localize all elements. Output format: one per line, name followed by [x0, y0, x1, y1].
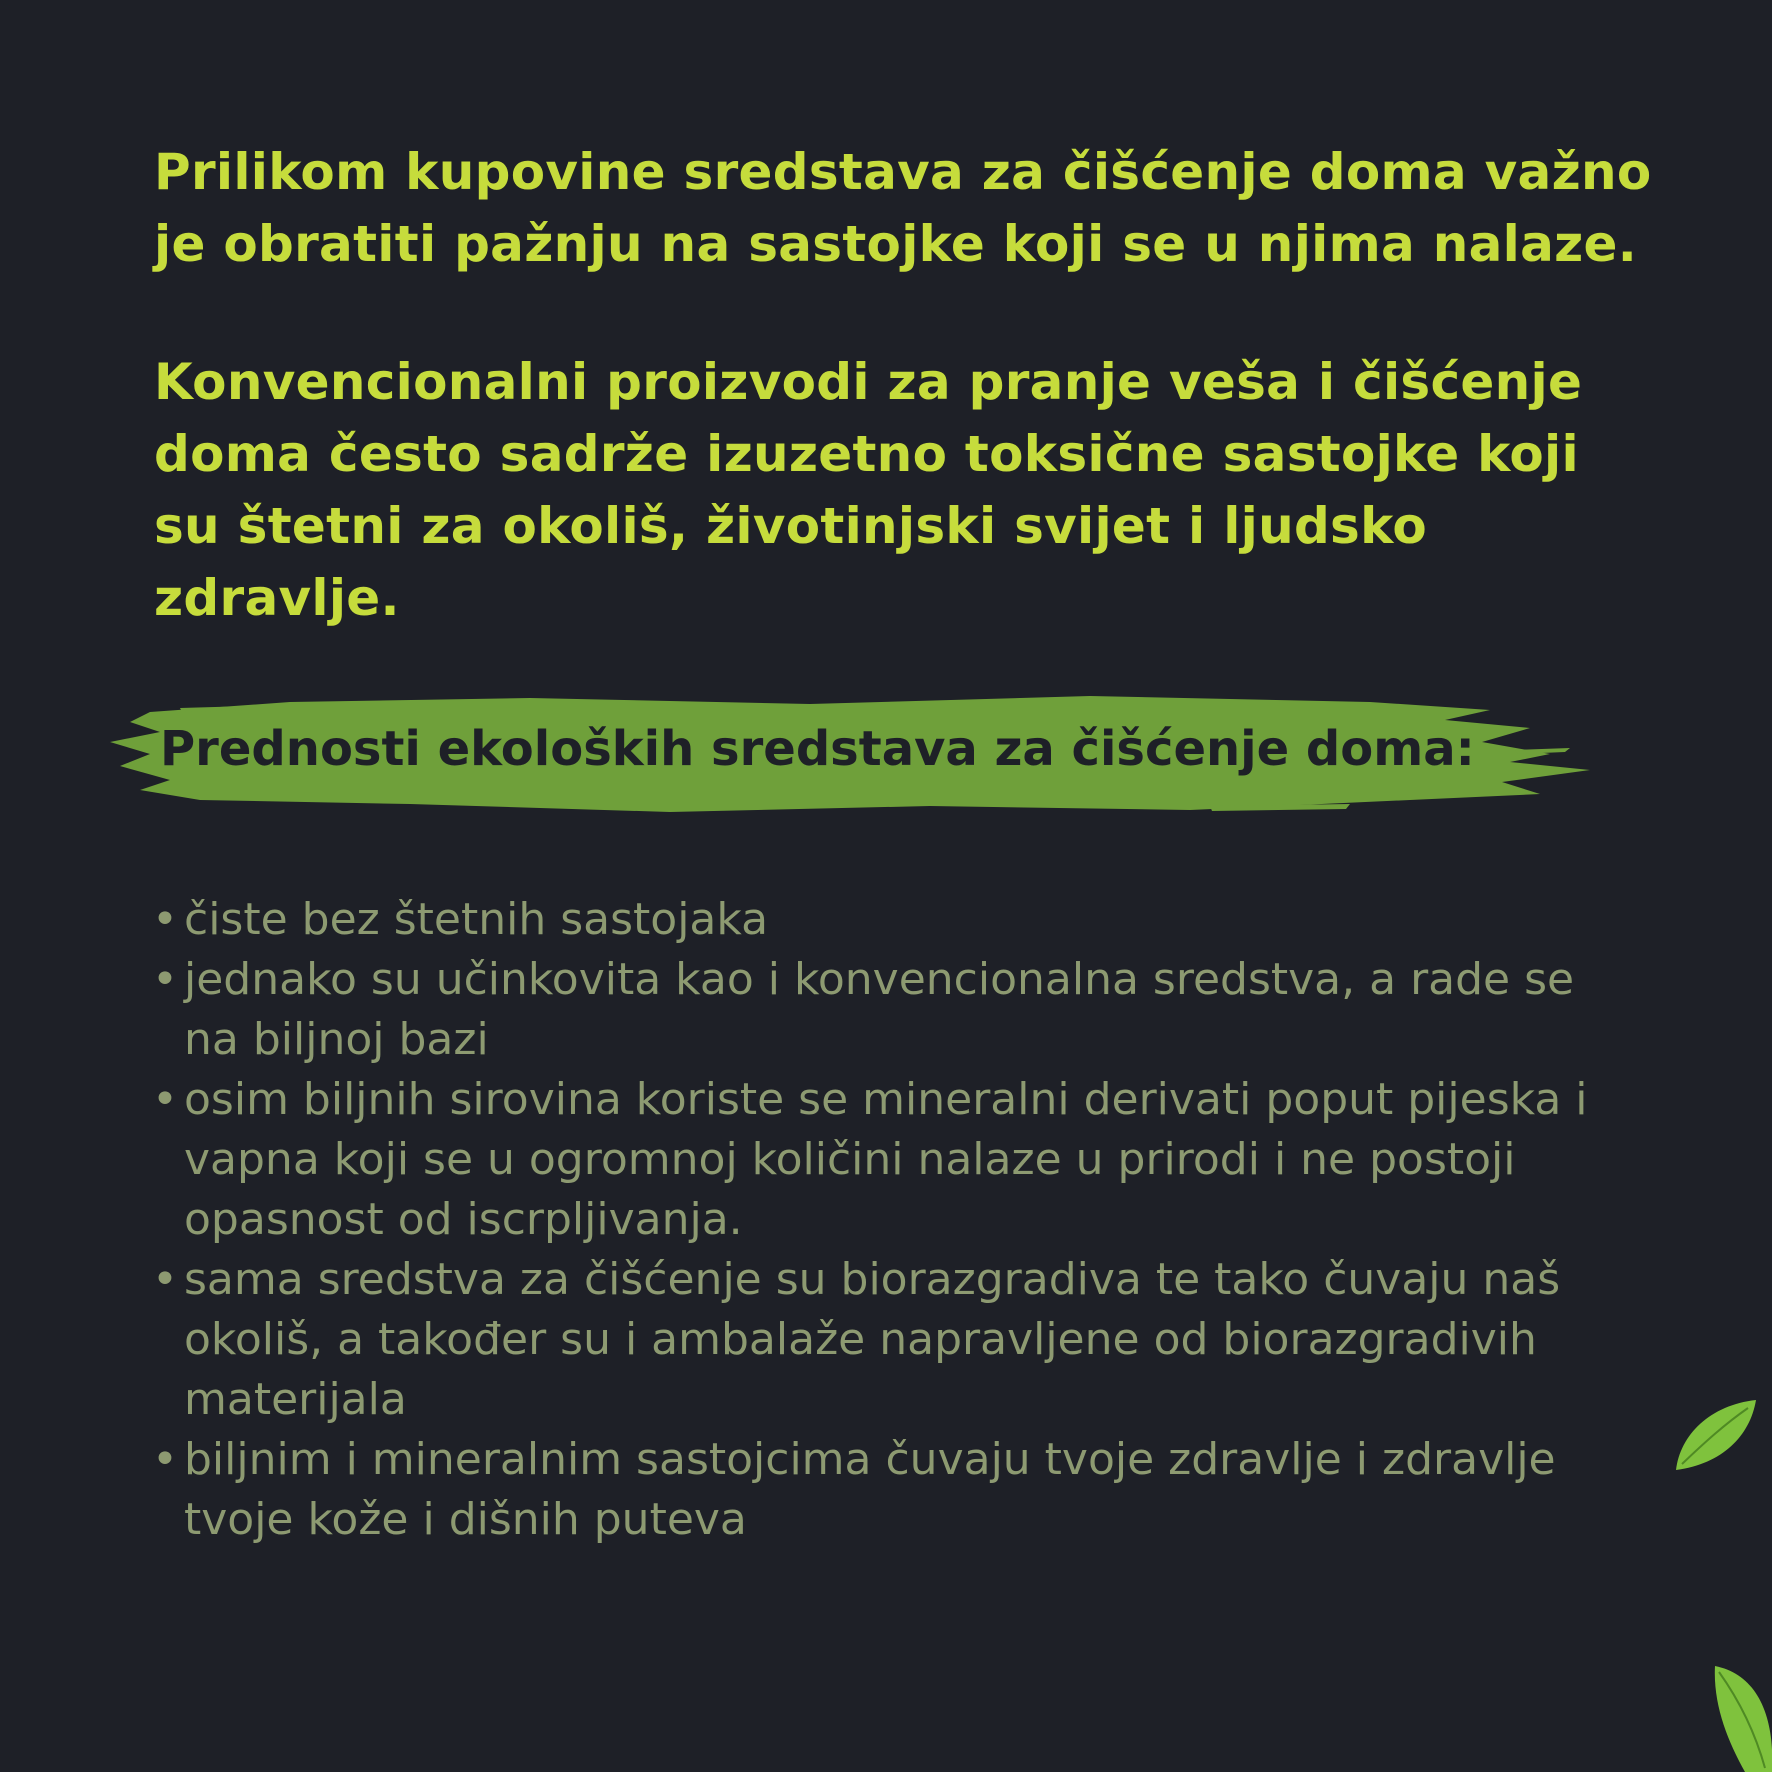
bullet-icon: • [152, 954, 178, 1005]
leaf-icon [1705, 1660, 1772, 1772]
intro-paragraph-1: Prilikom kupovine sredstava za čišćenje doma važno je obratiti pažnju na sastojke koji se u njima nalaze. [154, 143, 1652, 273]
list-item-text: biljnim i mineralnim sastojcima čuvaju tvoje zdravlje i zdravlje tvoje kože i dišnih puteva [184, 1434, 1556, 1545]
benefits-list [152, 890, 1622, 1550]
bullet-icon: • [152, 1434, 178, 1485]
heading-banner [110, 690, 1610, 820]
intro-paragraph-2: Konvencionalni proizvodi za pranje veša i čišćenje doma često sadrže izuzetno toksične sastojke koji su štetni za okoliš, životinjski svijet i ljudsko zdravlje. [154, 353, 1583, 627]
list-item [152, 1250, 1622, 1430]
list-item-text: osim biljnih sirovina koriste se mineralni derivati poput pijeska i vapna koji se u ogromnoj količini nalaze u prirodi i ne postoji opasnost od iscrpljivanja. [184, 1074, 1588, 1245]
intro-text [154, 136, 1654, 634]
list-item [152, 1430, 1622, 1550]
list-item [152, 890, 1622, 950]
bullet-icon: • [152, 1074, 178, 1125]
leaf-icon [1670, 1390, 1760, 1480]
list-item [152, 1070, 1622, 1250]
bullet-icon: • [152, 894, 178, 945]
section-heading: Prednosti ekoloških sredstava za čišćenje doma: [160, 721, 1475, 777]
list-item-text: čiste bez štetnih sastojaka [184, 894, 769, 945]
list-item-text: sama sredstva za čišćenje su biorazgradiva te tako čuvaju naš okoliš, a također su i ambalaže napravljene od biorazgradivih materijala [184, 1254, 1561, 1425]
bullet-icon: • [152, 1254, 178, 1305]
list-item [152, 950, 1622, 1070]
list-item-text: jednako su učinkovita kao i konvencionalna sredstva, a rade se na biljnoj bazi [184, 954, 1575, 1065]
